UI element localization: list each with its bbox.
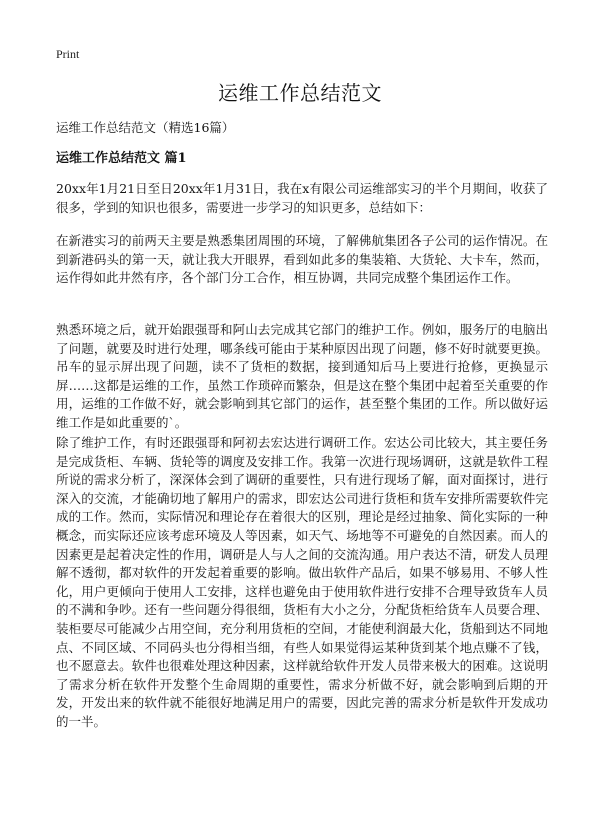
paragraph-research: 除了维护工作，有时还跟强哥和阿初去宏达进行调研工作。宏达公司比较大，其主要任务是完成货柜、车辆、货轮等的调度及安排工作。我第一次进行现场调研，这就是软件工程所说的需求分析了，深深体会到了调研的重要性，只有进行现场了解，面对面探讨，进行深入的交流，才能确切地了解用户的需求，即宏达公司进行货柜和货车安排所需要软件完成的工作。然而，实际情况和理论存在着很大的区别，理论是经过抽象、简化实际的一种概念，而实际还应该考虑环境及人等因素，如天气、场地等不可避免的自然因素。而人的因素更是起着决定性的作用，调研是人与人之间的交流沟通。用户表达不清，研发人员理解不透彻，都对软件的开发起着重要的影响。做出软件产品后，如果不够易用、不够人性化，用户更倾向于使用人工安排，这样也避免由于使用软件进行安排不合理导致货车人员的不满和争吵。还有一些问题分得很细，货柜有大小之分，分配货柜给货车人员要合理、装柜要尽可能减少占用空间，充分利用货柜的空间，才能使利润最大化，货船到达不同地点、不同区域、不同码头也分得相当细，有些人如果觉得运某种货到某个地点赚不了钱，也不愿意去。软件也很难处理这种因素，这样就给软件开发人员带来极大的困难。这说明了需求分析在软件开发整个生命周期的重要性，需求分析做不好，就会影响到后期的开发，开发出来的软件就不能很好地满足用户的需要，因此完善的需求分析是软件开发成功的一半。 [56,435,548,729]
section-heading: 运维工作总结范文 篇1 [56,151,187,166]
document-subtitle: 运维工作总结范文（精选16篇） [56,120,235,135]
paragraph-intro: 20xx年1月21日至日20xx年1月31日，我在x有限公司运维部实习的半个月期间，收获了很多，学到的知识也很多，需要进一步学习的知识更多，总结如下： [56,181,548,215]
document-title: 运维工作总结范文 [218,81,382,105]
print-label[interactable]: Print [56,47,80,61]
paragraph-environment: 在新港实习的前两天主要是熟悉集团周围的环境，了解佛航集团各子公司的运作情况。在到新港码头的第一天，就让我大开眼界，看到如此多的集装箱、大货轮、大卡车，然而，运作得如此井然有序，各个部门分工合作，相互协调，共同完成整个集团运作工作。 [56,233,548,286]
paragraph-maintenance: 熟悉环境之后，就开始跟强哥和阿山去完成其它部门的维护工作。例如，服务厅的电脑出了问题，就要及时进行处理，哪条线可能由于某种原因出现了问题，修不好时就要更换。吊车的显示屏出现了问题，读不了货柜的数据，接到通知后马上要进行抢修，更换显示屏……这都是运维的工作，虽然工作琐碎而繁杂，但是这在整个集团中起着至关重要的作用，运维的工作做不好，就会影响到其它部门的运作，甚至整个集团的工作。所以做好运维工作是如此重要的`。 [56,322,548,430]
